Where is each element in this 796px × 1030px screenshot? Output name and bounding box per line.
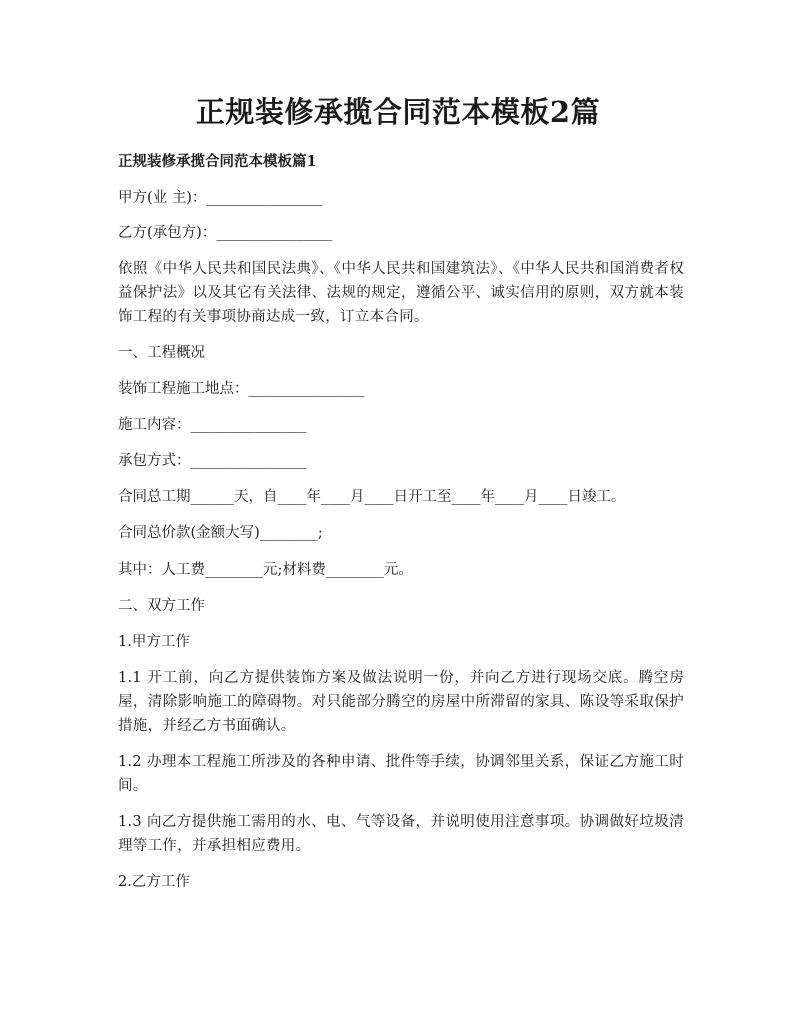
item-1-1-paragraph: 1.1 开工前，向乙方提供装饰方案及做法说明一份，并向乙方进行现场交底。腾空房屋，清除影响施工的障碍物。对只能部分腾空的房屋中所滞留的家具、陈设等采取保护措施，并经乙方书面确认。 [118, 670, 684, 734]
content-line: 施工内容：________________ [118, 417, 307, 433]
sub-heading-party-b-work: 2.乙方工作 [118, 874, 190, 890]
party-b-line: 乙方(承包方)：________________ [118, 225, 333, 241]
party-a-line: 甲方(业 主)：________________ [118, 190, 323, 206]
method-line: 承包方式：________________ [118, 453, 307, 469]
sub-heading-party-a-work: 1.甲方工作 [118, 634, 190, 650]
section-heading-2: 二、双方工作 [118, 598, 205, 614]
intro-paragraph: 依照《中华人民共和国民法典》、《中华人民共和国建筑法》、《中华人民共和国消费者权益保护法》以及其它有关法律、法规的规定，遵循公平、诚实信用的原则，双方就本装饰工程的有关事项协商达成一致，订立本合同。 [118, 261, 684, 325]
item-1-2-paragraph: 1.2 办理本工程施工所涉及的各种申请、批件等手续，协调邻里关系，保证乙方施工时间。 [118, 754, 684, 794]
location-line: 装饰工程施工地点：________________ [118, 381, 365, 397]
fees-line: 其中：人工费________元;材料费________元。 [118, 562, 413, 578]
document-title: 正规装修承揽合同范本模板2篇 [195, 95, 601, 129]
section-heading-1: 一、工程概况 [118, 345, 205, 361]
price-line: 合同总价款(金额大写)________; [118, 525, 323, 541]
document-subtitle: 正规装修承揽合同范本模板篇1 [118, 153, 317, 170]
item-1-3-paragraph: 1.3 向乙方提供施工需用的水、电、气等设备，并说明使用注意事项。协调做好垃圾清理等工作，并承担相应费用。 [118, 814, 684, 854]
period-line: 合同总工期______天，自____年____月____日开工至____年____月____日竣工。 [118, 489, 626, 505]
